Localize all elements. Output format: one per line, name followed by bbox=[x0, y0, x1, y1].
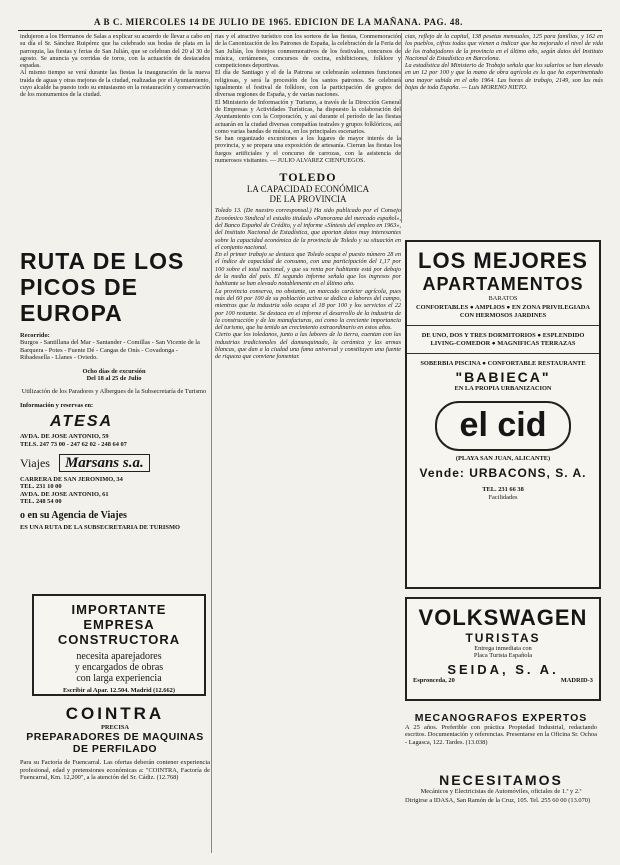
article-text: El día de Santiago y el de la Patrona se celebrarán solemnes funciones religiosas, y será la procesión de los santos patronos. Se celebrará igualmente el festival de folklore, con la participación de grupos de diversas regiones de España, y de varias naciones. bbox=[215, 69, 401, 99]
necesitamos-contact: Dirigirse a IDASA, San Ramón de la Cruz, 105. Tel. 255 60 00 (13.070) bbox=[405, 797, 591, 805]
vw-city: MADRID-3 bbox=[560, 676, 593, 684]
ruta-recorrido: Burgos - Santillana del Mar - Santander - Comillas - San Vicente de la Barquera - Potes - Fuente Dé - Cangas de Onís - Covadonga - Ribadesella - Llanes - Oviedo. bbox=[20, 339, 200, 362]
necesitamos-ad bbox=[405, 772, 597, 852]
cointra-subtitle: PREPARADORES DE MAQUINAS bbox=[26, 731, 204, 744]
empresa-line: y encargados de obras bbox=[74, 662, 164, 673]
marsans-logo-row bbox=[20, 454, 208, 472]
vw-seida: SEIDA, S. A. bbox=[447, 661, 559, 677]
ruta-recorrido-label: Recorrido: bbox=[20, 332, 50, 339]
mecano-ad bbox=[405, 712, 597, 768]
toledo-subtitle: LA CAPACIDAD ECONÓMICA bbox=[246, 184, 370, 195]
article-text: Se han organizado excursiones a los lugares de mayor interés de la provincia, y se prepara una exposición de artesanía. Cierran las fiestas los fuegos artificiales y el concurso de carrozas, con la asistencia de numerosos visitantes. — JULIO ALVAREZ CIENFUEGOS. bbox=[215, 135, 401, 165]
article-text: En el primer trabajo se destaca que Toledo ocupa el puesto número 28 en el índice de capacidad de consumo, con una participación del 1,17 por 100 sobre el total nacional, y que su renta por habitante está por debajo de la media del país. El segundo informe señala que los ingresos por habitante se han elevado notablemente en el último año. bbox=[215, 251, 401, 288]
marsans-phone-2: TEL. 248 54 00 bbox=[20, 498, 62, 506]
article-text: cias, reflejo de la capital, 138 pesetas mensuales, 125 para familias, y 162 en los pueblos, cifras todas que vienen a indicar que ha mejorado el nivel de vida de los trabajadores de la provincia en el último año, según datos del Instituto Nacional de Estadística en Barcelona. bbox=[405, 33, 603, 62]
vw-line: Placa Turista Española bbox=[473, 652, 533, 660]
atesa-phones: TELS. 247 73 00 - 247 62 02 - 248 64 07 bbox=[20, 440, 127, 448]
mejores-title: APARTAMENTOS bbox=[422, 274, 584, 294]
article-text: Al mismo tiempo se verá durante las fiestas la inauguración de la nueva traída de aguas y otras mejoras de la ciudad, realizadas por el Ayuntamiento, cuyo alcalde ha puesto todo su entusiasmo en la restauración y conservación de los monumentos de la ciudad. bbox=[20, 69, 210, 99]
mecano-body: A 25 años. Preferible con práctica Propiedad Industrial, redactando escritos. Documentación y referencias. Presentarse en la Oficina Sr. Ochoa - Lagasca, 122. Tardes. (13.038) bbox=[405, 724, 597, 746]
toledo-subtitle: DE LA PROVINCIA bbox=[269, 194, 347, 205]
vw-address: Espronceda, 20 bbox=[413, 676, 455, 684]
article-text: Toledo 13. (De nuestro corresponsal.) Ha sido publicado por el Consejo Económico Sindical el estudio titulado «Panorama del mercado español», del Banco Español de Crédito, y el informe «Síntesis del empleo en 1963», del Instituto Nacional de Estadística, que aportan datos muy interesantes sobre la capacidad económica de la provincia de Toledo y su situación en el conjunto nacional. bbox=[215, 207, 401, 251]
mejores-line: SOBERBIA PISCINA ● CONFORTABLE RESTAURANTE bbox=[420, 360, 586, 368]
el-cid-logo: el cid bbox=[435, 401, 571, 451]
vw-subtitle: TURISTAS bbox=[465, 631, 541, 645]
column-right bbox=[401, 33, 603, 223]
empresa-contact: Escribir al Apar. 12.504. Madrid (12.662) bbox=[62, 687, 175, 694]
article-text: La estadística del Ministerio de Trabajo señala que los salarios se han elevado en un 12 por 100 y que la mano de obra agrícola es la que ha experimentado una mayor subida en el año 1964. Las horas de trabajo, 2149, son las más bajas de toda España. — Luis MORENO NIETO. bbox=[405, 62, 603, 92]
mejores-facilidades: Facilidades bbox=[488, 493, 518, 501]
mejores-line: EN LA PROPIA URBANIZACION bbox=[454, 385, 552, 393]
mejores-vende: Vende: URBACONS, S. A. bbox=[419, 466, 587, 481]
ruta-title: PICOS DE EUROPA bbox=[20, 274, 138, 326]
vw-line: Entrega inmediata con bbox=[474, 645, 532, 652]
marsans-address-1: CARRERA DE SAN JERONIMO, 34 bbox=[20, 476, 123, 484]
viajes-label: Viajes bbox=[20, 456, 50, 471]
vw-title: VOLKSWAGEN bbox=[418, 605, 588, 630]
mejores-line: CONFORTABLES ● AMPLIOS ● EN ZONA PRIVILEGIADA CON HERMOSOS JARDINES bbox=[416, 304, 590, 319]
necesitamos-title: NECESITAMOS bbox=[439, 772, 563, 788]
mejores-title: LOS MEJORES bbox=[418, 248, 588, 273]
mejores-baratos: BARATOS bbox=[488, 295, 518, 302]
empresa-title: CONSTRUCTORA bbox=[57, 632, 181, 647]
cointra-precisa: PRECISA bbox=[100, 724, 130, 731]
header-rule bbox=[18, 30, 602, 31]
marsans-phone-1: TEL. 231 10 00 bbox=[20, 483, 62, 491]
article-text: Cierto que los toledanos, junto a las labores de la tierra, cuentan con las industrias tradicionales del damasquinado, la cerámica y las armas blancas, que dan a la ciudad una fama universal y constituyen una fuente de riqueza que conviene fomentar. bbox=[215, 331, 401, 361]
vw-ad bbox=[405, 597, 601, 701]
cointra-ad bbox=[20, 700, 210, 850]
toledo-title: TOLEDO bbox=[279, 170, 337, 185]
article-text: El Ministerio de Información y Turismo, a través de la Dirección General de Empresas y Actividades Turísticas, ha dispuesto la colaboración del Ayuntamiento con la Corporación, y así durante el período de las fiestas actuarán en la ciudad diversas compañías teatrales y grupos folklóricos, así como varias bandas de música, en los principales escenarios. bbox=[215, 98, 401, 135]
mejores-tel: TEL. 231 66 38 bbox=[482, 486, 524, 494]
mejores-line: DE UNO, DOS Y TRES DORMITORIOS ● ESPLENDIDO LIVING-COMEDOR ● MAGNIFICAS TERRAZAS bbox=[421, 332, 585, 347]
article-text: indujeron a los Hermanos de Salas a explicar su acuerdo de llevar a cabo en su día el Sr. Sánchez Ruipérez que ha celebrado sus bodas de plata en la parroquia, las fiestas y ferias de San Julián, que se celebran del 20 al 30 de agosto. Se anuncia ya corridas de toros, con la actuación de destacados espadas. bbox=[20, 33, 210, 70]
ruta-title: RUTA DE LOS bbox=[20, 248, 185, 274]
cointra-subtitle: DE PERFILADO bbox=[72, 743, 158, 756]
empresa-ad bbox=[32, 594, 206, 696]
cointra-title: COINTRA bbox=[65, 704, 165, 723]
mecano-title: MECANOGRAFOS EXPERTOS bbox=[414, 712, 588, 724]
empresa-line: necesita aparejadores bbox=[76, 651, 162, 662]
necesitamos-body: Mecánicos y Electricistas de Automóviles, oficiales de 1.ª y 2.ª bbox=[420, 788, 582, 795]
marsans-address-2: AVDA. DE JOSE ANTONIO, 61 bbox=[20, 490, 109, 498]
empresa-title: IMPORTANTE EMPRESA bbox=[71, 602, 167, 632]
article-text: rias y el atractivo turístico con los sorteos de las fiestas, Conmemoración de la Canonización de los Patrones de España, la celebración de la Feria de San Julián, los festejos conmemorativos de los festivales, concursos de música, certámenes, concursos de cocina, exhibiciones, folklore y competiciones deportivas. bbox=[215, 33, 401, 70]
ruta-utilizacion: Utilización de los Paradores y Albergues de la Subsecretaría de Turismo bbox=[21, 388, 207, 396]
atesa-address: AVDA. DE JOSE ANTONIO, 59 bbox=[20, 433, 109, 441]
column-left bbox=[20, 33, 210, 99]
page-header: A B C. MIERCOLES 14 DE JULIO DE 1965. EDICION DE LA MAÑANA. PAG. 48. bbox=[94, 17, 463, 27]
cointra-body: Para su Factoría de Fuencarral. Las ofertas deberán contener experiencia profesional, edad y pretensiones económicas a: "COINTRA, Factoría de Fuencarral, Km. 12,200", a la atención del Sr. Cádiz. (12.768) bbox=[20, 759, 210, 782]
empresa-line: con larga experiencia bbox=[76, 673, 162, 684]
marsans-logo: Marsans s.a. bbox=[59, 454, 150, 472]
ruta-dias: Ocho días de excursión bbox=[82, 367, 146, 375]
vw-address-row bbox=[407, 677, 599, 684]
atesa-logo: ATESA bbox=[50, 413, 114, 431]
ruta-agencia: o en su Agencia de Viajes bbox=[20, 509, 127, 521]
ruta-info: Información y reservas en: bbox=[20, 401, 94, 409]
mejores-playa: (PLAYA SAN JUAN, ALICANTE) bbox=[455, 454, 551, 462]
article-text: La provincia conserva, no obstante, un marcado carácter agrícola, pues más del 60 por 100 de su población activa se dedica a labores del campo, mientras que la industria sólo ocupa el 18 por 100 y los servicios el 22 por 100 restante. Se destaca en el informe el desarrollo de la industria de la construcción y de las manufacturas, así como la creciente importancia del turismo, que ha tenido un crecimiento extraordinario en estos años. bbox=[215, 287, 401, 332]
column-middle bbox=[211, 33, 401, 853]
ruta-footer: ES UNA RUTA DE LA SUBSECRETARIA DE TURISMO bbox=[20, 523, 180, 531]
babieca-name: "BABIECA" bbox=[455, 369, 551, 386]
ruta-ad bbox=[20, 240, 208, 578]
ruta-fecha: Del 18 al 25 de Julio bbox=[86, 375, 142, 383]
mejores-ad bbox=[405, 240, 601, 589]
